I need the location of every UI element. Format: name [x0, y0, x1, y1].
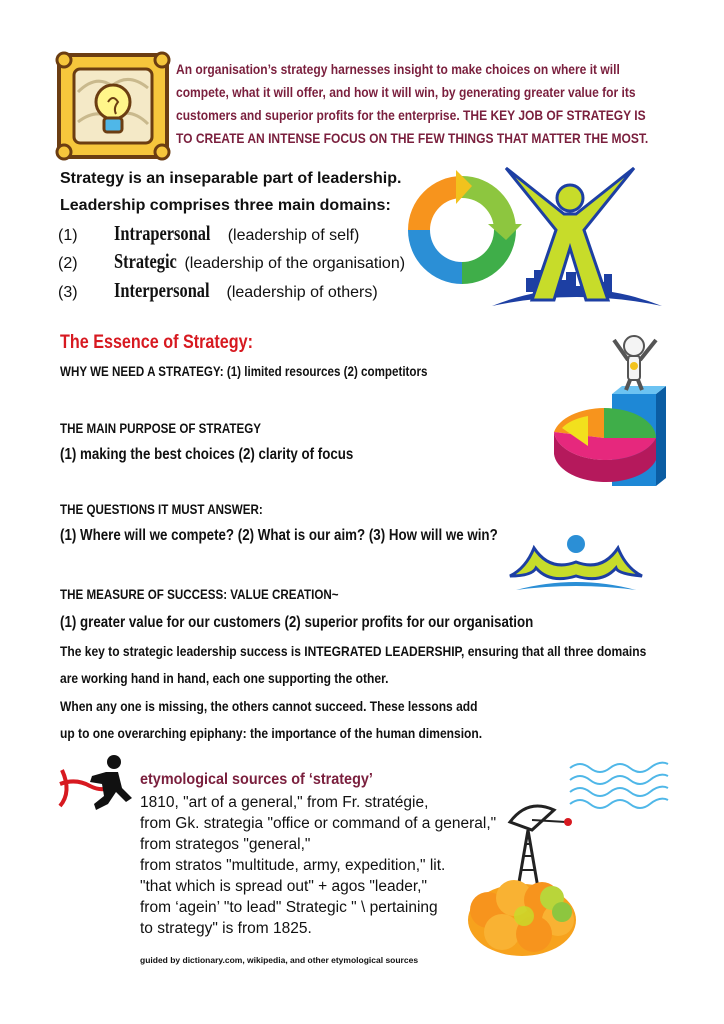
domain-number: (3): [58, 284, 78, 301]
measure-answer: (1) greater value for our customers (2) superior profits for our organisation: [60, 614, 534, 631]
etymology-line: from strategos "general,": [140, 836, 311, 853]
questions-heading: THE QUESTIONS IT MUST ANSWER:: [60, 502, 263, 517]
domain-desc: (leadership of self): [227, 227, 360, 244]
domain-number: (1): [58, 227, 78, 244]
domain-name: Interpersonal: [114, 278, 210, 302]
teamwork-swoosh-icon: [506, 528, 646, 598]
etymology-title: etymological sources of ‘strategy’: [140, 771, 373, 788]
intro-plain-text: An organisation’s strategy harnesses insight to make choices on where it will compete, what it will offer, and how it will win, by generating greater value for its customers and superior profits for the enterprise.: [176, 61, 636, 123]
etymology-line: to strategy" is from 1825.: [140, 920, 312, 937]
essence-title: The Essence of Strategy:: [60, 332, 253, 353]
pie-chart-winner-icon: [548, 328, 668, 498]
brain-antenna-icon: [462, 800, 582, 958]
purpose-heading: THE MAIN PURPOSE OF STRATEGY: [60, 421, 262, 436]
domain-desc: (leadership of the organisation): [184, 255, 406, 272]
integrated-paragraph-line: are working hand in hand, each one supporting the other.: [60, 670, 389, 686]
etymology-line: from ‘agein’ "to lead" Strategic " \ pertaining: [140, 899, 438, 916]
domain-row-intrapersonal: [58, 221, 359, 246]
victory-figure-icon: [486, 160, 664, 316]
runner-finish-icon: [56, 752, 136, 818]
domain-row-interpersonal: [58, 278, 378, 303]
domain-name: Strategic: [114, 249, 177, 273]
etymology-line: "that which is spread out" + agos "leader,": [140, 878, 427, 895]
etymology-line: from stratos "multitude, army, expedition," lit.: [140, 857, 446, 874]
integrated-paragraph-line: The key to strategic leadership success is INTEGRATED LEADERSHIP, ensuring that all three domains: [60, 643, 647, 659]
measure-heading: THE MEASURE OF SUCCESS: VALUE CREATION~: [60, 587, 339, 602]
intro-statement: [176, 58, 658, 150]
domain-number: (2): [58, 255, 78, 272]
domain-desc: (leadership of others): [226, 284, 378, 301]
domain-name: Intrapersonal: [114, 221, 211, 245]
leadership-line-1: Strategy is an inseparable part of leadership.: [60, 170, 402, 187]
integrated-paragraph-line: up to one overarching epiphany: the importance of the human dimension.: [60, 725, 483, 741]
sources-footnote: guided by dictionary.com, wikipedia, and other etymological sources: [140, 955, 419, 965]
lightbulb-frame-icon: [56, 52, 170, 160]
intro-key-job-text: THE KEY JOB OF STRATEGY IS TO CREATE AN INTENSE FOCUS ON THE FEW THINGS THAT MATTER THE MOST.: [176, 107, 649, 146]
integrated-paragraph-line: When any one is missing, the others cannot succeed. These lessons add: [60, 698, 478, 714]
purpose-answer: (1) making the best choices (2) clarity of focus: [60, 446, 354, 463]
questions-answer: (1) Where will we compete? (2) What is our aim? (3) How will we win?: [60, 527, 498, 544]
etymology-line: 1810, "art of a general," from Fr. stratégie,: [140, 794, 429, 811]
leadership-line-2: Leadership comprises three main domains:: [60, 197, 391, 214]
why-strategy-line: WHY WE NEED A STRATEGY: (1) limited resources (2) competitors: [60, 364, 428, 379]
domain-row-strategic: [58, 249, 405, 274]
etymology-line: from Gk. strategia "office or command of a general,": [140, 815, 497, 832]
